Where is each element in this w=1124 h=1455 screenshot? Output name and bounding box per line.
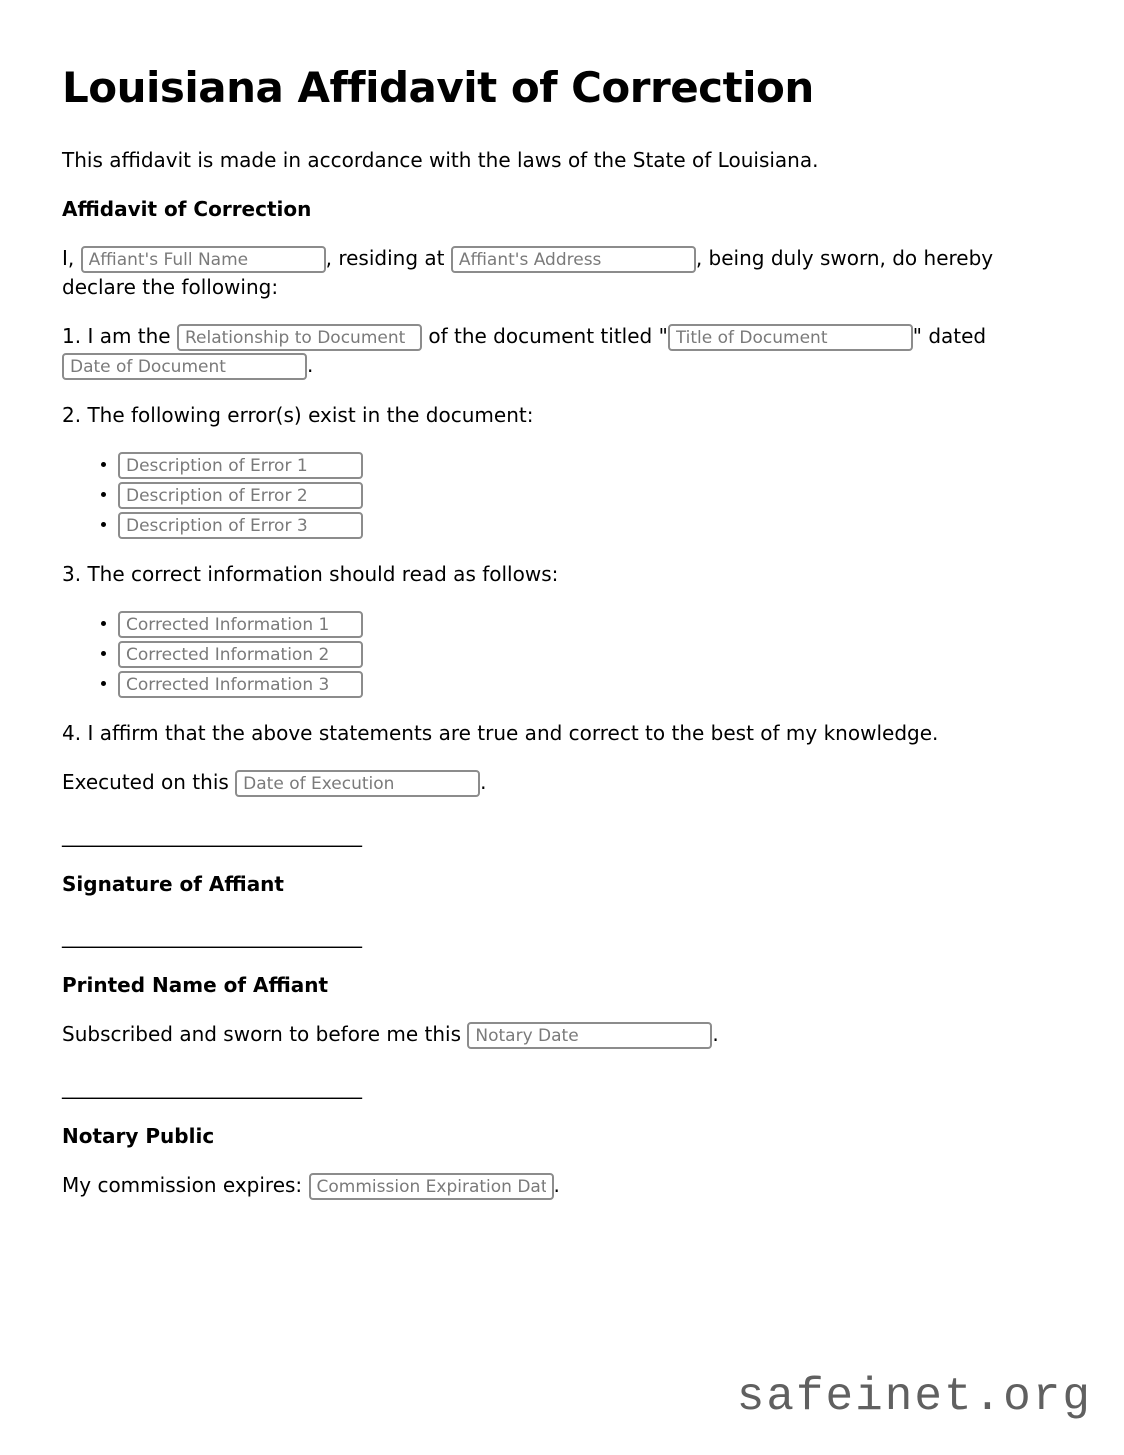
document-title-input[interactable] [668,324,913,351]
declaration-paragraph [62,244,1067,301]
execution-paragraph [62,768,1067,797]
declaration-text-3: , being duly sworn, do hereby declare the following: [62,246,994,300]
statement-3-label: 3. The correct information should read as follows: [62,562,559,587]
declaration-text-1: I, [62,246,75,271]
document-date-input[interactable] [62,353,307,380]
affiant-printed-name-line: ______________________________ [62,924,362,949]
affiant-signature-line: ______________________________ [62,823,362,848]
corrected-1-input[interactable] [118,611,363,638]
corrected-2-input[interactable] [118,641,363,668]
correction-item-2 [118,639,1067,668]
execution-text-2: . [480,770,487,795]
notary-statement-text-2: . [712,1022,719,1047]
statement-1-text-4: . [307,353,314,378]
statement-1-text-3: " dated [912,324,987,349]
notary-date-input[interactable] [467,1022,712,1049]
intro-text: This affidavit is made in accordance with the laws of the State of Louisiana. [62,148,819,173]
corrected-3-input[interactable] [118,671,363,698]
statement-1-text-2: of the document titled " [421,324,668,349]
affiant-printed-name-label: Printed Name of Affiant [62,973,329,998]
watermark-text: safeinet.org [736,1371,1092,1423]
statement-2-label: 2. The following error(s) exist in the document: [62,403,534,428]
error-1-input[interactable] [118,452,363,479]
declaration-text-2: , residing at [325,246,451,271]
notary-signature-line: ______________________________ [62,1075,362,1100]
correction-item-1 [118,609,1067,638]
statement-1-text-1: 1. I am the [62,324,177,349]
notary-public-label: Notary Public [62,1124,215,1149]
commission-expiration-input[interactable] [309,1173,554,1200]
notary-statement-paragraph [62,1020,1067,1049]
commission-text-1: My commission expires: [62,1173,309,1198]
error-list [62,450,1067,539]
affiant-address-input[interactable] [451,246,696,273]
section-heading: Affidavit of Correction [62,197,312,222]
commission-text-2: . [553,1173,560,1198]
execution-text-1: Executed on this [62,770,236,795]
error-item-2 [118,480,1067,509]
execution-date-input[interactable] [235,770,480,797]
statement-4-label: 4. I affirm that the above statements are true and correct to the best of my knowledge. [62,721,939,746]
affiant-signature-label: Signature of Affiant [62,872,284,897]
page-title: Louisiana Affidavit of Correction [62,63,814,112]
error-item-3 [118,510,1067,539]
affiant-name-input[interactable] [81,246,326,273]
error-item-1 [118,450,1067,479]
error-2-input[interactable] [118,482,363,509]
notary-statement-text-1: Subscribed and sworn to before me this [62,1022,468,1047]
error-3-input[interactable] [118,512,363,539]
correction-item-3 [118,669,1067,698]
correction-list [62,609,1067,698]
commission-paragraph [62,1171,1067,1200]
statement-1-paragraph [62,322,1067,380]
relationship-input[interactable] [177,324,422,351]
